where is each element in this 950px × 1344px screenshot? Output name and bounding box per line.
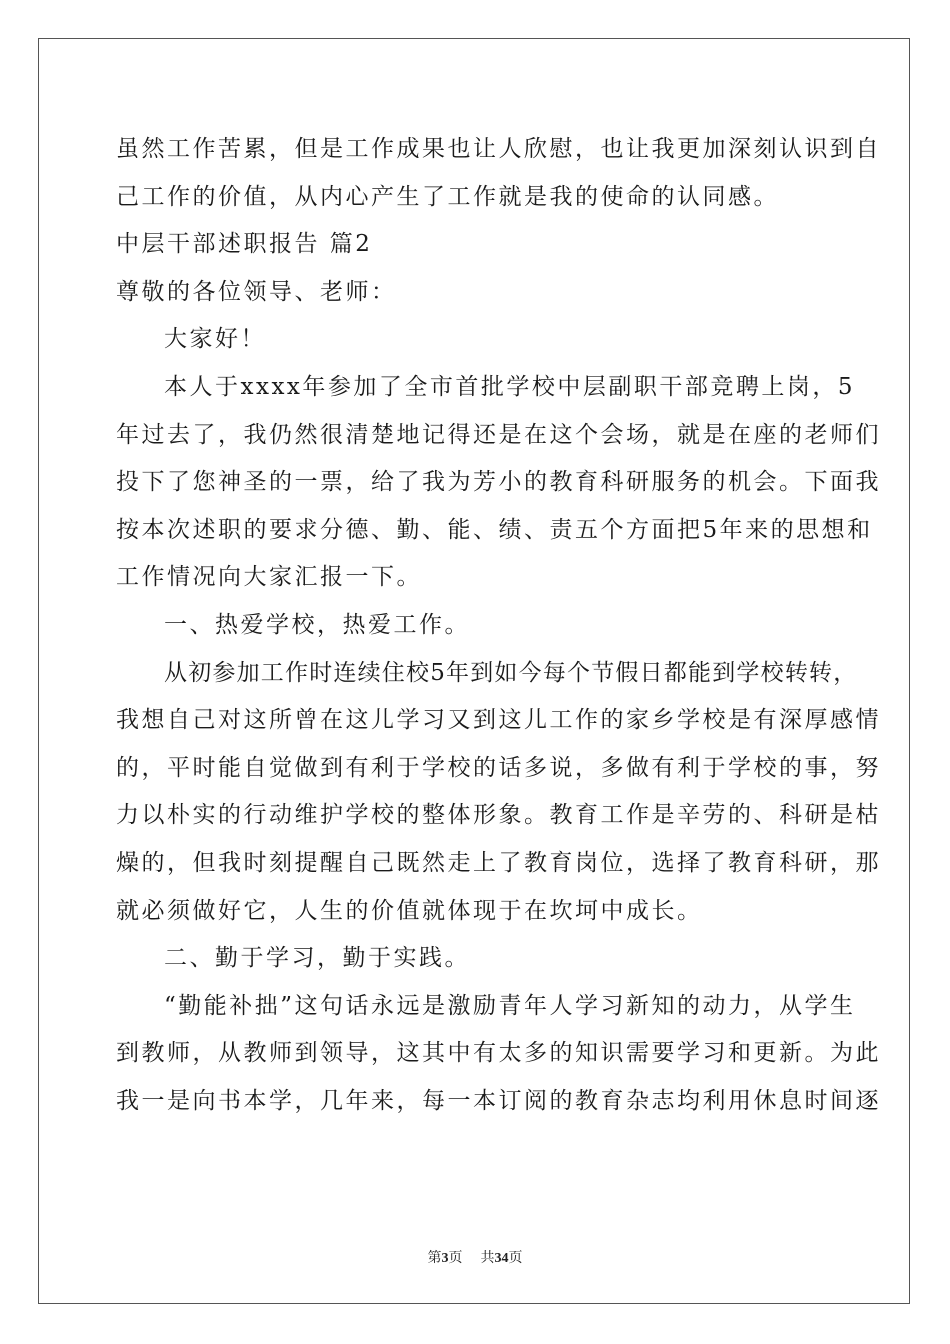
text-line: 己工作的价值，从内心产生了工作就是我的使命的认同感。 [116, 183, 779, 210]
document-body [116, 126, 881, 1125]
section-heading: 中层干部述职报告 篇2 [116, 231, 373, 258]
text-line: 本人于xxxx年参加了全市首批学校中层副职干部竞聘上岗，5 [164, 373, 856, 400]
text-line: 年过去了，我仍然很清楚地记得还是在这个会场，就是在座的老师们 [116, 421, 881, 448]
salutation: 尊敬的各位领导、老师： [116, 278, 397, 305]
text-line: 按本次述职的要求分德、勤、能、绩、责五个方面把5年来的思想和 [116, 516, 873, 543]
text-line: 虽然工作苦累，但是工作成果也让人欣慰，也让我更加深刻认识到自 [116, 136, 881, 162]
text-line: 到教师，从教师到领导，这其中有太多的知识需要学习和更新。为此 [116, 1040, 881, 1067]
subsection-heading: 一、热爱学校，热爱工作。 [164, 611, 470, 638]
text-line: 就必须做好它，人生的价值就体现于在坎坷中成长。 [116, 897, 703, 924]
text-line: 的，平时能自觉做到有利于学校的话多说，多做有利于学校的事，努 [116, 754, 881, 781]
text-line: 从初参加工作时连续住校5年到如今每个节假日都能到学校转转， [164, 659, 858, 686]
total-prefix: 共 [480, 1251, 495, 1266]
text-line: 我想自己对这所曾在这儿学习又到这儿工作的家乡学校是有深厚感情 [116, 707, 881, 734]
page-suffix: 页 [448, 1251, 463, 1266]
page-total: 34 [494, 1251, 509, 1266]
total-suffix: 页 [508, 1251, 523, 1266]
subsection-heading: 二、勤于学习，勤于实践。 [164, 945, 470, 972]
page-footer [0, 1247, 950, 1267]
text-line: 我一是向书本学，几年来，每一本订阅的教育杂志均利用休息时间逐 [116, 1087, 881, 1114]
text-line: 工作情况向大家汇报一下。 [116, 564, 422, 591]
greeting: 大家好！ [164, 326, 266, 353]
page-current: 3 [441, 1251, 449, 1266]
text-line: “勤能补拙”这句话永远是激励青年人学习新知的动力，从学生 [164, 992, 856, 1019]
text-line: 投下了您神圣的一票，给了我为芳小的教育科研服务的机会。下面我 [116, 469, 881, 496]
page-prefix: 第 [427, 1251, 442, 1266]
text-line: 燥的，但我时刻提醒自己既然走上了教育岗位，选择了教育科研，那 [116, 849, 881, 876]
text-line: 力以朴实的行动维护学校的整体形象。教育工作是辛劳的、科研是枯 [116, 802, 881, 829]
